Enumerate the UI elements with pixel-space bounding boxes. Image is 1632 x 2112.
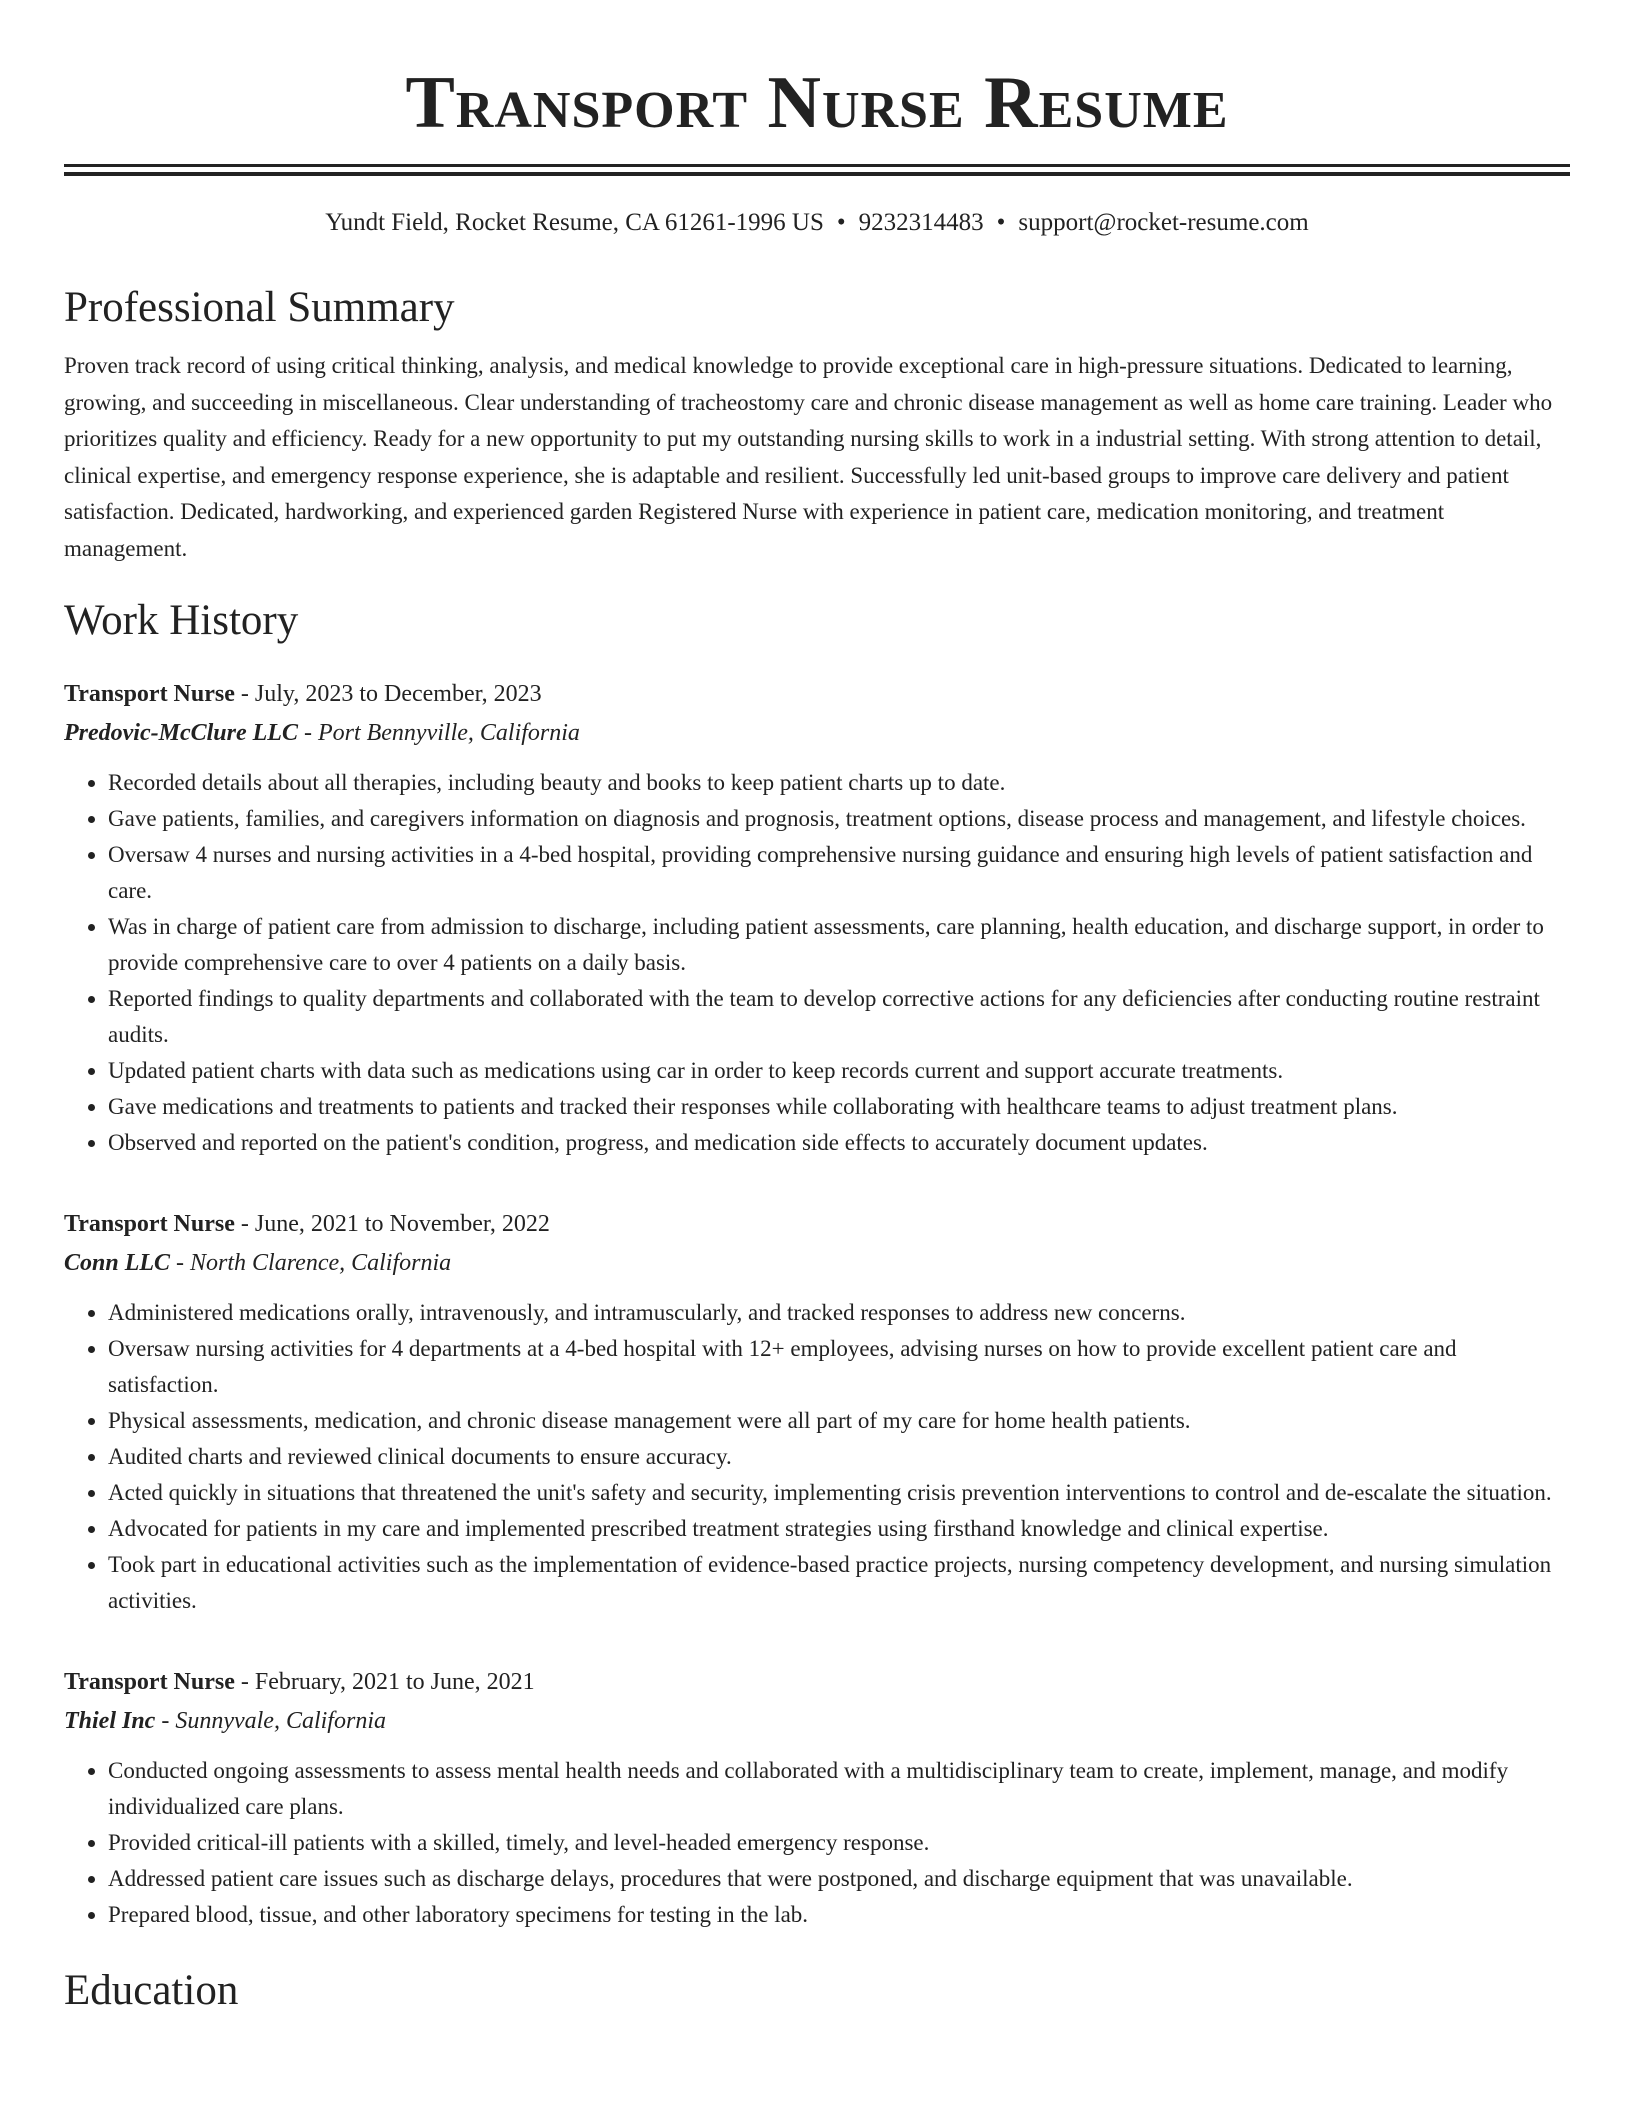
job-bullet: • Provided critical-ill patients with a skilled, timely, and level-headed emergency response. (108, 1825, 1570, 1861)
job-company: Predovic-McClure LLC (64, 720, 298, 746)
job-bullet: • Physical assessments, medication, and chronic disease management were all part of my care for home health patients. (108, 1403, 1570, 1439)
job-bullet: • Oversaw nursing activities for 4 departments at a 4-bed hospital with 12+ employees, advising nurses on how to provide excellent patient care and satisfaction. (108, 1331, 1570, 1403)
job-company-line (64, 1701, 1570, 1741)
job-title-line (64, 1663, 1570, 1701)
job-bullet: • Audited charts and reviewed clinical documents to ensure accuracy. (108, 1439, 1570, 1475)
job-location: - North Clarence, California (170, 1250, 452, 1276)
job-entry (64, 1205, 1570, 1619)
job-bullets (64, 765, 1570, 1161)
job-role: Transport Nurse (64, 1669, 235, 1695)
job-role: Transport Nurse (64, 1211, 235, 1237)
job-company-line (64, 1243, 1570, 1283)
job-dates: - February, 2021 to June, 2021 (234, 1669, 535, 1695)
job-bullet: • Addressed patient care issues such as discharge delays, procedures that were postponed, and discharge equipment that was unavailable. (108, 1861, 1570, 1897)
work-history-heading: Work History (64, 597, 299, 644)
contact-email: support@rocket-resume.com (1018, 209, 1309, 236)
job-bullet: • Conducted ongoing assessments to assess mental health needs and collaborated with a multidisciplinary team to create, implement, manage, and modify individualized care plans. (108, 1753, 1570, 1825)
job-bullet: • Reported findings to quality departments and collaborated with the team to develop corrective actions for any deficiencies after conducting routine restraint audits. (108, 981, 1570, 1053)
job-bullet: • Acted quickly in situations that threatened the unit's safety and security, implementing crisis prevention interventions to control and de-escalate the situation. (108, 1475, 1570, 1511)
job-location: - Port Bennyville, California (297, 720, 580, 746)
job-bullet: • Recorded details about all therapies, including beauty and books to keep patient charts up to date. (108, 765, 1570, 801)
contact-address: Yundt Field, Rocket Resume, CA 61261-1996 US (325, 209, 824, 236)
job-bullet: • Oversaw 4 nurses and nursing activities in a 4-bed hospital, providing comprehensive nursing guidance and ensuring high levels of patient satisfaction and care. (108, 837, 1570, 909)
summary-text: Proven track record of using critical thinking, analysis, and medical knowledge to provide exceptional care in high-pressure situations. Dedicated to learning, growing, and succeeding in miscellaneous. Clear understanding of tracheostomy care and chronic disease management as well as home care training. Leader who prioritizes quality and efficiency. Ready for a new opportunity to put my outstanding nursing skills to work in a industrial setting. With strong attention to detail, clinical expertise, and emergency response experience, she is adaptable and resilient. Successfully led unit-based groups to improve care delivery and patient satisfaction. Dedicated, hardworking, and experienced garden Registered Nurse with experience in patient care, medication monitoring, and treatment management. (64, 353, 1553, 561)
job-bullet: • Gave medications and treatments to patients and tracked their responses while collaborating with healthcare teams to adjust treatment plans. (108, 1089, 1570, 1125)
job-title-line (64, 675, 1570, 713)
job-bullets (64, 1295, 1570, 1619)
contact-separator: • (836, 209, 846, 236)
resume-title: Transport Nurse Resume (405, 62, 1229, 144)
contact-line (64, 206, 1570, 240)
summary-heading: Professional Summary (64, 284, 455, 331)
job-bullet: • Gave patients, families, and caregivers information on diagnosis and prognosis, treatment options, disease process and management, and lifestyle choices. (108, 801, 1570, 837)
job-location: - Sunnyvale, California (155, 1708, 386, 1734)
job-bullet: • Administered medications orally, intravenously, and intramuscularly, and tracked responses to address new concerns. (108, 1295, 1570, 1331)
contact-separator: • (996, 209, 1006, 236)
education-heading: Education (64, 1967, 239, 2014)
job-dates: - June, 2021 to November, 2022 (234, 1211, 550, 1237)
resume-page (64, 0, 1570, 2019)
job-bullet: • Was in charge of patient care from admission to discharge, including patient assessments, care planning, health education, and discharge support, in order to provide comprehensive care to over 4 patients on a daily basis. (108, 909, 1570, 981)
contact-phone: 9232314483 (858, 209, 984, 236)
job-bullet: • Advocated for patients in my care and implemented prescribed treatment strategies using firsthand knowledge and clinical expertise. (108, 1511, 1570, 1547)
job-bullet: • Took part in educational activities such as the implementation of evidence-based practice projects, nursing competency development, and nursing simulation activities. (108, 1547, 1570, 1619)
job-entry (64, 1663, 1570, 1933)
job-bullet: • Prepared blood, tissue, and other laboratory specimens for testing in the lab. (108, 1897, 1570, 1933)
job-company: Conn LLC (64, 1250, 171, 1276)
job-company: Thiel Inc (64, 1708, 156, 1734)
job-bullet: • Observed and reported on the patient's condition, progress, and medication side effects to accurately document updates. (108, 1125, 1570, 1161)
job-entry (64, 675, 1570, 1161)
job-bullets (64, 1753, 1570, 1933)
job-role: Transport Nurse (64, 681, 235, 707)
job-bullet: • Updated patient charts with data such as medications using car in order to keep records current and support accurate treatments. (108, 1053, 1570, 1089)
job-company-line (64, 713, 1570, 753)
job-title-line (64, 1205, 1570, 1243)
title-divider-bottom (64, 172, 1570, 176)
title-divider-top (64, 164, 1570, 167)
job-dates: - July, 2023 to December, 2023 (234, 681, 542, 707)
